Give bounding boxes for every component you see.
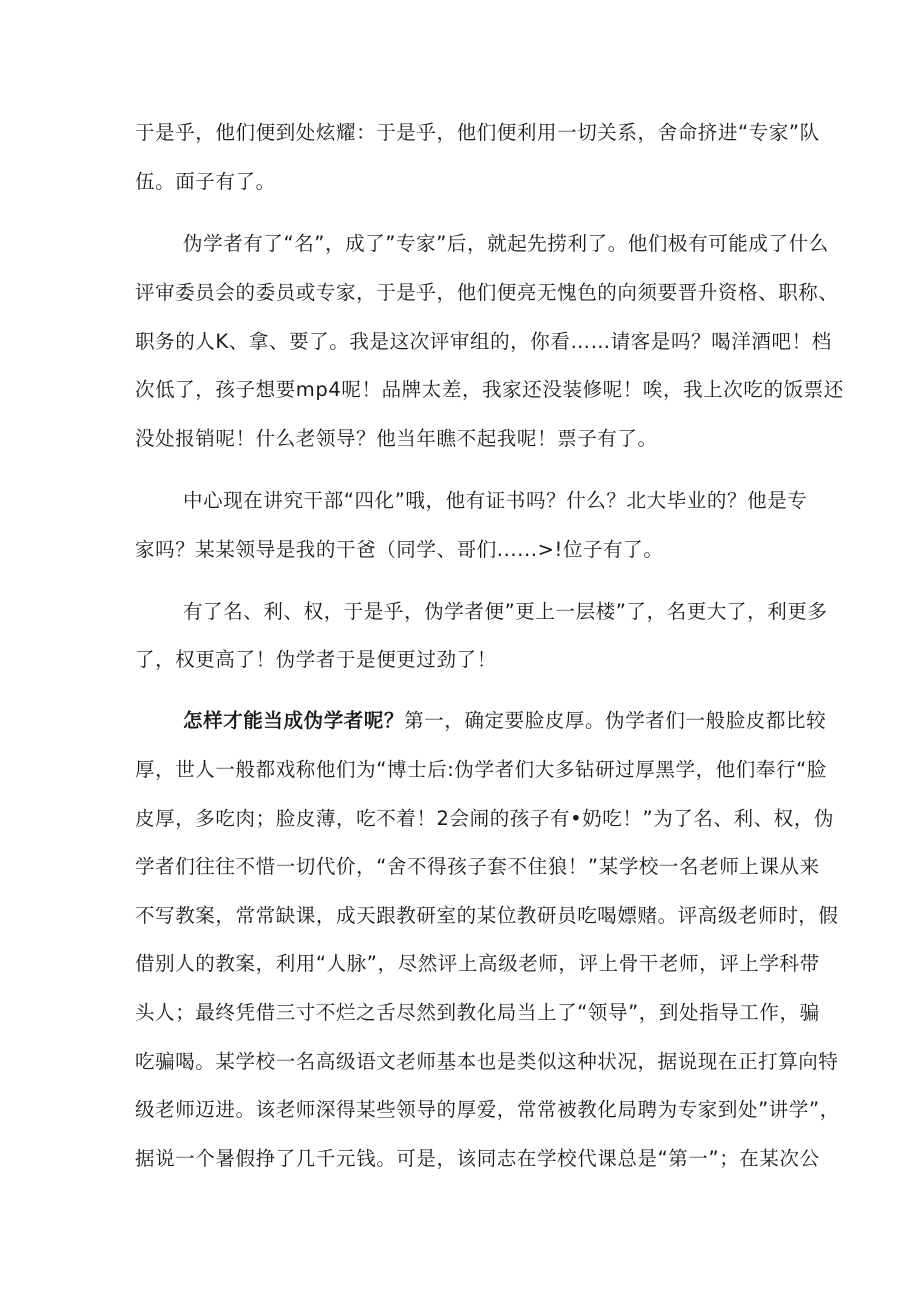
text-line	[183, 707, 826, 735]
section-question-heading: 怎样才能当成伪学者呢？	[183, 709, 405, 732]
text-line: 级老师迈进。该老师深得某些领导的厚爱，常常被教化局聘为专家到处”讲学”，	[135, 1098, 840, 1121]
text-line: 据说一个暑假挣了几千元钱。可是，该同志在学校代课总是“第一”；在某次公	[135, 1147, 820, 1170]
text-line: 次低了，孩子想要mp4呢！品牌太差，我家还没装修呢！唉，我上次吃的饭票还	[135, 378, 844, 401]
text-line: 伍。面子有了。	[135, 170, 276, 193]
text-line: 了，权更高了！伪学者于是便更过劲了！	[135, 648, 497, 671]
text-line: 学者们往往不惜一切代价，“舍不得孩子套不住狼！”某学校一名老师上课从来	[135, 855, 820, 878]
text-line: 头人；最终凭借三寸不烂之舌尽然到教化局当上了“领导”，到处指导工作，骗	[135, 1001, 820, 1024]
text-line: 厚，世人一般都戏称他们为“博士后:伪学者们大多钻研过厚黑学，他们奉行“脸	[135, 758, 827, 781]
text-line: 没处报销呢！什么老领导？他当年瞧不起我呢！票子有了。	[135, 427, 658, 450]
text-line: 不写教案，常常缺课，成天跟教研室的某位教研员吃喝嫖赌。评高级老师时，假	[135, 904, 839, 927]
text-line: 皮厚，多吃肉；脸皮薄，吃不着！2会闹的孩子有•奶吃！”为了名、利、权，伪	[135, 807, 835, 830]
text-span: 第一，确定要脸皮厚。伪学者们一般脸皮都比较	[404, 709, 827, 732]
text-line: 于是乎，他们便到处炫耀：于是乎，他们便利用一切关系，舍命挤进“专家”队	[135, 121, 820, 144]
text-line: 职务的人K、拿、要了。我是这次评审组的，你看……请客是吗？喝洋酒吧！档	[135, 330, 832, 353]
text-line: 吃骗喝。某学校一名高级语文老师基本也是类似这种状况，据说现在正打算向特	[135, 1050, 839, 1073]
text-line: 借别人的教案，利用“人脉”，尽然评上高级老师，评上骨干老师，评上学科带	[135, 952, 820, 975]
text-line: 伪学者有了“名”，成了”专家”后，就起先捞利了。他们极有可能成了什么	[183, 232, 829, 255]
text-line: 中心现在讲究干部“四化”哦，他有证书吗？什么？北大毕业的？他是专	[183, 489, 808, 512]
text-line: 有了名、利、权，于是乎，伪学者便”更上一层楼”了，名更大了，利更多	[183, 600, 828, 623]
text-line: 评审委员会的委员或专家，于是乎，他们便亮无愧色的向须要晋升资格、职称、	[135, 281, 839, 304]
text-line: 家吗？某某领导是我的干爸（同学、哥们......>!位子有了。	[135, 538, 664, 561]
